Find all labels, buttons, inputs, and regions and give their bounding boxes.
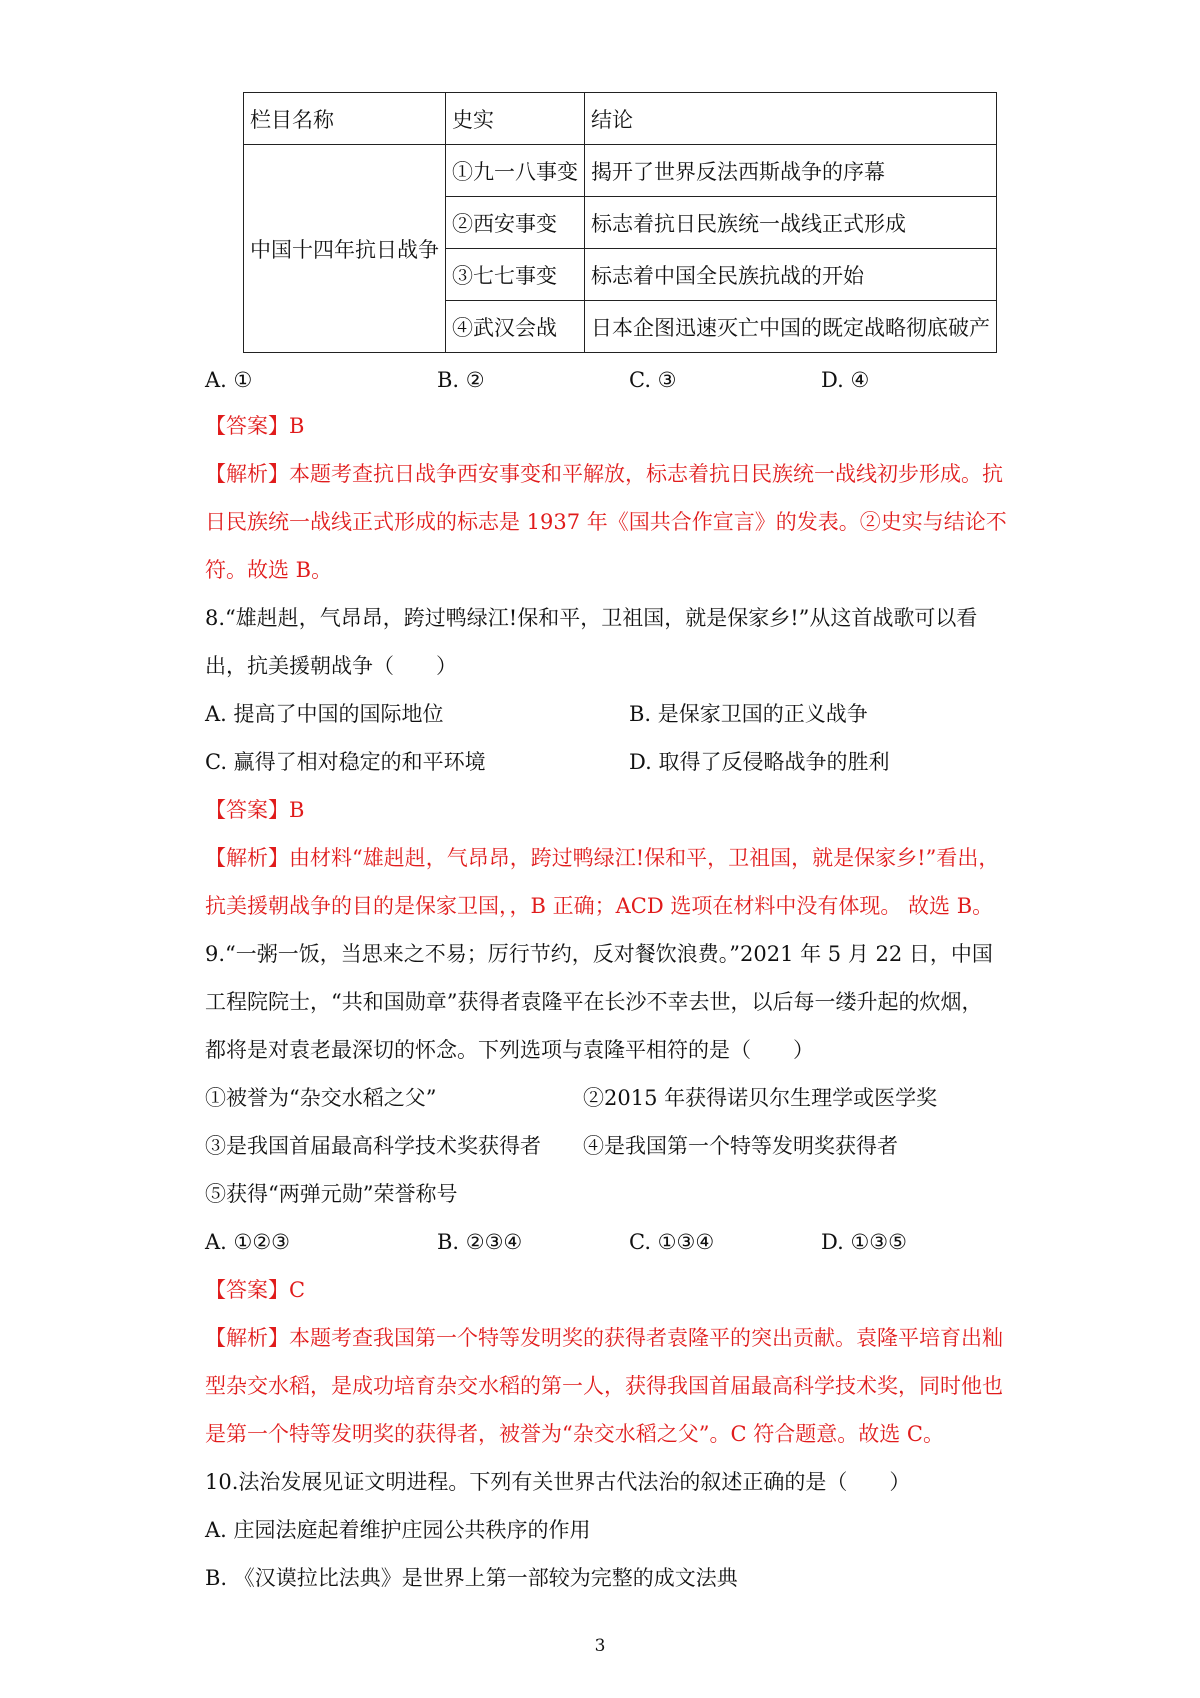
q9-analysis-line: 是第一个特等发明奖的获得者，被誉为“杂交水稻之父”。C 符合题意。故选 C。 xyxy=(205,1422,944,1446)
q8-option-d: D. 取得了反侵略战争的胜利 xyxy=(629,750,890,774)
q9-stem-line: 都将是对袁老最深切的怀念。下列选项与袁隆平相符的是（ ） xyxy=(205,1038,814,1062)
q10-option-b: B. 《汉谟拉比法典》是世界上第一部较为完整的成文法典 xyxy=(205,1566,738,1590)
q7-analysis-line: 符。故选 B。 xyxy=(205,558,333,582)
q9-analysis-line: 【解析】本题考查我国第一个特等发明奖的获得者袁隆平的突出贡献。袁隆平培育出籼 xyxy=(205,1326,1003,1350)
q10-stem: 10.法治发展见证文明进程。下列有关世界古代法治的叙述正确的是（ ） xyxy=(205,1470,911,1494)
q9-item: ④是我国第一个特等发明奖获得者 xyxy=(583,1134,898,1158)
history-table xyxy=(243,92,997,353)
table-category-cell: 中国十四年抗日战争 xyxy=(244,145,446,353)
q8-analysis-line: 抗美援朝战争的目的是保家卫国，，B 正确；ACD 选项在材料中没有体现。 故选 B。 xyxy=(205,894,994,918)
q9-item: ⑤获得“两弹元勋”荣誉称号 xyxy=(205,1182,458,1206)
q8-option-b: B. 是保家卫国的正义战争 xyxy=(629,702,868,726)
table-conclusion-cell: 标志着抗日民族统一战线正式形成 xyxy=(585,197,997,249)
table-header-cell: 史实 xyxy=(446,93,585,145)
q9-stem-line: 工程院院士，“共和国勋章”获得者袁隆平在长沙不幸去世，以后每一缕升起的炊烟， xyxy=(205,990,983,1014)
q9-option-d: D. ①③⑤ xyxy=(821,1230,907,1254)
q10-option-a: A. 庄园法庭起着维护庄园公共秩序的作用 xyxy=(205,1518,591,1542)
q7-option-a: A. ① xyxy=(205,368,253,392)
q9-option-c: C. ①③④ xyxy=(629,1230,715,1254)
q8-option-a: A. 提高了中国的国际地位 xyxy=(205,702,444,726)
q7-analysis-line: 【解析】本题考查抗日战争西安事变和平解放，标志着抗日民族统一战线初步形成。抗 xyxy=(205,462,1003,486)
table-conclusion-cell: 揭开了世界反法西斯战争的序幕 xyxy=(585,145,997,197)
q9-option-a: A. ①②③ xyxy=(205,1230,290,1254)
q8-option-c: C. 赢得了相对稳定的和平环境 xyxy=(205,750,486,774)
q7-option-b: B. ② xyxy=(437,368,485,392)
table-row xyxy=(244,145,997,197)
q9-item: ①被誉为“杂交水稻之父” xyxy=(205,1086,437,1110)
table-header-cell: 栏目名称 xyxy=(244,93,446,145)
q9-item: ②2015 年获得诺贝尔生理学或医学奖 xyxy=(583,1086,938,1110)
table-header-row xyxy=(244,93,997,145)
q9-item: ③是我国首届最高科学技术奖获得者 xyxy=(205,1134,541,1158)
q7-analysis-line: 日民族统一战线正式形成的标志是 1937 年《国共合作宣言》的发表。②史实与结论不 xyxy=(205,510,1007,534)
q8-stem-line: 8.“雄赳赳，气昂昂，跨过鸭绿江!保和平，卫祖国，就是保家乡!”从这首战歌可以看 xyxy=(205,606,978,630)
q9-option-b: B. ②③④ xyxy=(437,1230,523,1254)
table-conclusion-cell: 标志着中国全民族抗战的开始 xyxy=(585,249,997,301)
q7-option-d: D. ④ xyxy=(821,368,870,392)
q9-stem-line: 9.“一粥一饭，当思来之不易；厉行节约，反对餐饮浪费。”2021 年 5 月 22 日，中国 xyxy=(205,942,993,966)
q7-answer: 【答案】B xyxy=(205,414,305,438)
q9-analysis-line: 型杂交水稻，是成功培育杂交水稻的第一人，获得我国首届最高科学技术奖，同时他也 xyxy=(205,1374,1003,1398)
page-number: 3 xyxy=(594,1636,606,1656)
q8-answer: 【答案】B xyxy=(205,798,305,822)
q8-stem-line: 出，抗美援朝战争（ ） xyxy=(205,654,457,678)
q9-answer: 【答案】C xyxy=(205,1278,306,1302)
table-header-cell: 结论 xyxy=(585,93,997,145)
table-fact-cell: ①九一八事变 xyxy=(446,145,585,197)
q7-option-c: C. ③ xyxy=(629,368,677,392)
table-fact-cell: ④武汉会战 xyxy=(446,301,585,353)
q8-analysis-line: 【解析】由材料“雄赳赳，气昂昂，跨过鸭绿江!保和平，卫祖国，就是保家乡!”看出， xyxy=(205,846,1000,870)
table-fact-cell: ③七七事变 xyxy=(446,249,585,301)
table-conclusion-cell: 日本企图迅速灭亡中国的既定战略彻底破产 xyxy=(585,301,997,353)
table-fact-cell: ②西安事变 xyxy=(446,197,585,249)
